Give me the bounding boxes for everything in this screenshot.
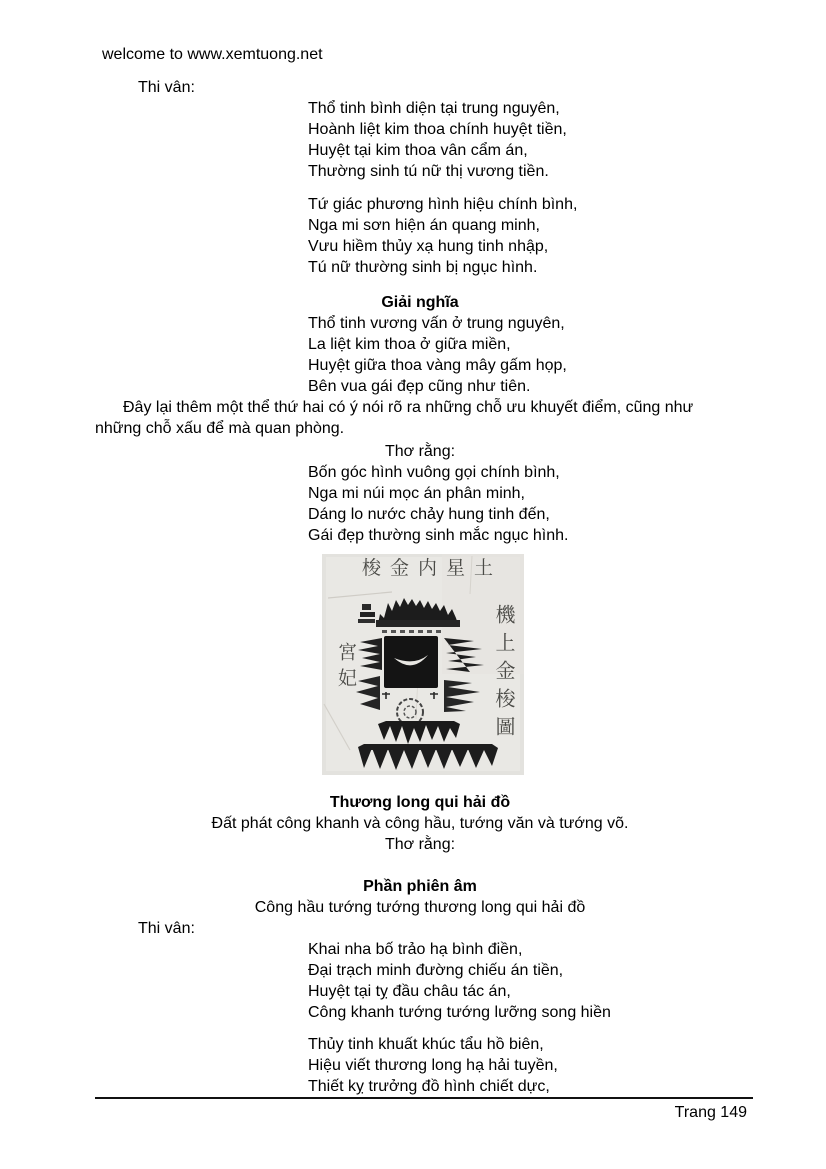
verse-line: Hoành liệt kim thoa chính huyệt tiền,	[308, 121, 567, 138]
page-content	[95, 44, 745, 1097]
section-title: Thương long qui hải đồ	[329, 794, 511, 811]
verse-line: Thiết kỵ trưởng đồ hình chiết dực,	[308, 1078, 550, 1095]
site-header-text: welcome to www.xemtuong.net	[102, 46, 323, 63]
verse-line: Khai nha bố trảo hạ bình điền,	[308, 941, 523, 958]
woodcut-scan-image	[322, 554, 524, 775]
scan-right-caption: 機上金梭圖	[492, 604, 514, 744]
verse-line: Gái đẹp thường sinh mắc ngục hình.	[308, 527, 569, 544]
verse-line: Bên vua gái đẹp cũng như tiên.	[308, 378, 531, 395]
verse-line: Đại trạch minh đường chiếu án tiền,	[308, 962, 564, 979]
paragraph-line: những chỗ xấu để mà quan phòng.	[95, 420, 345, 437]
verse-line: Dáng lo nước chảy hung tinh đến,	[308, 506, 550, 523]
verse-line: Thổ tinh vương vấn ở trung nguyên,	[308, 315, 565, 332]
giai-nghia-heading: Giải nghĩa	[381, 294, 459, 311]
verse-block-5	[308, 939, 745, 1023]
paragraph-line: Đây lại thêm một thể thứ hai có ý nói rõ ra những chỗ ưu khuyết điểm, cũng như	[123, 399, 694, 416]
thi-van-label-2: Thi vân:	[138, 920, 195, 937]
verse-block-6	[308, 1034, 745, 1097]
verse-line: Tú nữ thường sinh bị ngục hình.	[308, 259, 538, 276]
commentary-paragraph	[95, 397, 745, 439]
footer-divider	[95, 1097, 753, 1099]
verse-line: Nga mi núi mọc án phân minh,	[308, 485, 525, 502]
verse-line: La liệt kim thoa ở giữa miền,	[308, 336, 511, 353]
verse-line: Thủy tinh khuất khúc tẩu hồ biên,	[308, 1036, 544, 1053]
phien-am-heading: Phần phiên âm	[363, 878, 477, 895]
verse-line: Nga mi sơn hiện án quang minh,	[308, 217, 540, 234]
tho-rang-label-2: Thơ rằng:	[384, 836, 456, 853]
thi-van-label-1: Thi vân:	[138, 79, 195, 96]
verse-line: Thường sinh tú nữ thị vương tiền.	[308, 163, 549, 180]
verse-block-3	[308, 313, 745, 397]
verse-line: Tứ giác phương hình hiệu chính bình,	[308, 196, 578, 213]
verse-block-4	[308, 462, 745, 546]
verse-line: Thổ tinh bình diện tại trung nguyên,	[308, 100, 560, 117]
phien-am-line: Công hầu tướng tướng thương long qui hải đồ	[254, 899, 586, 916]
verse-line: Bốn góc hình vuông gọi chính bình,	[308, 464, 560, 481]
tho-rang-label-1: Thơ rằng:	[384, 443, 456, 460]
page-number: Trang 149	[674, 1104, 747, 1121]
verse-line: Huyệt giữa thoa vàng mây gấm họp,	[308, 357, 567, 374]
verse-block-1	[308, 98, 745, 182]
verse-line: Huyệt tại kim thoa vân cẩm án,	[308, 142, 528, 159]
section-subtitle: Đất phát công khanh và công hầu, tướng văn và tướng võ.	[211, 815, 629, 832]
verse-block-2	[308, 194, 745, 278]
verse-line: Hiệu viết thương long hạ hải tuyền,	[308, 1057, 558, 1074]
verse-line: Vưu hiềm thủy xạ hung tinh nhập,	[308, 238, 549, 255]
scan-top-caption: 梭金内星土	[362, 558, 503, 579]
verse-line: Huyệt tại tỵ đầu châu tác án,	[308, 983, 511, 1000]
scan-left-caption: 宮妃	[335, 642, 356, 694]
verse-line: Công khanh tướng tướng lưỡng song hiền	[308, 1004, 611, 1021]
